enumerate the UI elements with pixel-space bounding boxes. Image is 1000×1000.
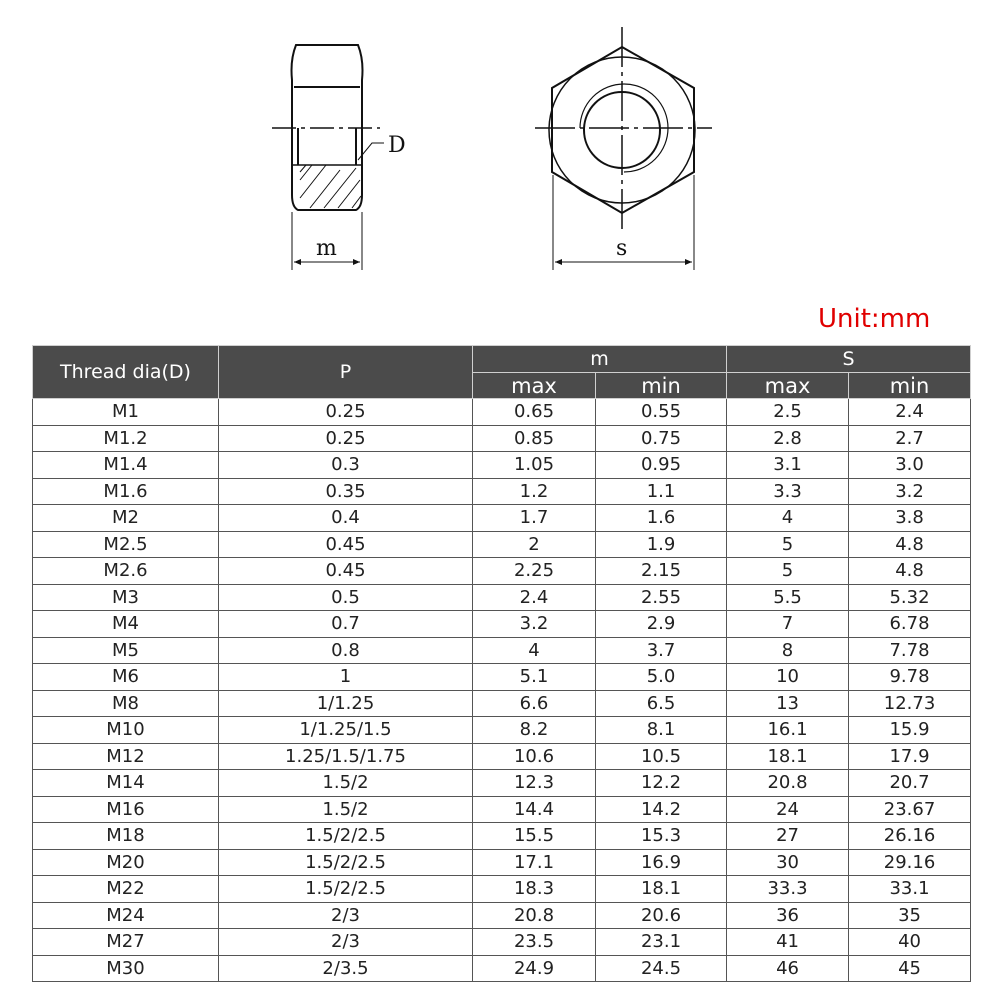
table-row (33, 531, 971, 558)
cell-p: 1.5/2/2.5 (219, 876, 473, 903)
label-s: s (616, 236, 628, 261)
cell-m-min: 6.5 (596, 690, 727, 717)
cell-m-min: 0.55 (596, 399, 727, 426)
cell-p: 0.25 (219, 425, 473, 452)
cell-p: 1/1.25 (219, 690, 473, 717)
cell-thread-dia: M1 (33, 399, 219, 426)
cell-s-max: 2.5 (727, 399, 849, 426)
cell-m-min: 2.15 (596, 558, 727, 585)
cell-p: 0.45 (219, 531, 473, 558)
cell-s-min: 20.7 (849, 770, 971, 797)
cell-s-max: 5 (727, 558, 849, 585)
cell-s-min: 3.0 (849, 452, 971, 479)
header-p: P (219, 346, 473, 399)
cell-thread-dia: M14 (33, 770, 219, 797)
cell-s-min: 17.9 (849, 743, 971, 770)
cell-m-min: 15.3 (596, 823, 727, 850)
cell-m-min: 0.95 (596, 452, 727, 479)
cell-s-max: 30 (727, 849, 849, 876)
cell-s-min: 15.9 (849, 717, 971, 744)
header-m-min: min (596, 373, 727, 399)
cell-p: 0.8 (219, 637, 473, 664)
cell-p: 0.25 (219, 399, 473, 426)
cell-thread-dia: M20 (33, 849, 219, 876)
cell-s-max: 5 (727, 531, 849, 558)
table-row (33, 690, 971, 717)
cell-m-min: 14.2 (596, 796, 727, 823)
cell-p: 1.25/1.5/1.75 (219, 743, 473, 770)
cell-m-max: 18.3 (473, 876, 596, 903)
table-row (33, 823, 971, 850)
cell-s-min: 3.8 (849, 505, 971, 532)
cell-p: 1.5/2 (219, 770, 473, 797)
cell-s-max: 3.1 (727, 452, 849, 479)
cell-p: 0.45 (219, 558, 473, 585)
cell-m-min: 24.5 (596, 955, 727, 982)
table-row (33, 796, 971, 823)
header-m-max: max (473, 373, 596, 399)
cell-s-min: 29.16 (849, 849, 971, 876)
cell-thread-dia: M27 (33, 929, 219, 956)
cell-thread-dia: M10 (33, 717, 219, 744)
cell-thread-dia: M6 (33, 664, 219, 691)
cell-m-max: 12.3 (473, 770, 596, 797)
table-row (33, 611, 971, 638)
cell-m-max: 1.2 (473, 478, 596, 505)
cell-thread-dia: M1.4 (33, 452, 219, 479)
cell-s-min: 2.4 (849, 399, 971, 426)
cell-thread-dia: M18 (33, 823, 219, 850)
cell-m-min: 12.2 (596, 770, 727, 797)
cell-s-max: 13 (727, 690, 849, 717)
cell-s-max: 36 (727, 902, 849, 929)
cell-p: 0.7 (219, 611, 473, 638)
cell-m-max: 8.2 (473, 717, 596, 744)
cell-thread-dia: M16 (33, 796, 219, 823)
cell-s-min: 35 (849, 902, 971, 929)
cell-m-max: 0.85 (473, 425, 596, 452)
cell-p: 0.5 (219, 584, 473, 611)
header-s: S (727, 346, 971, 373)
cell-m-max: 1.7 (473, 505, 596, 532)
cell-m-max: 14.4 (473, 796, 596, 823)
cell-p: 0.35 (219, 478, 473, 505)
cell-p: 2/3 (219, 929, 473, 956)
cell-m-max: 23.5 (473, 929, 596, 956)
cell-thread-dia: M4 (33, 611, 219, 638)
cell-thread-dia: M30 (33, 955, 219, 982)
cell-p: 1 (219, 664, 473, 691)
cell-s-min: 6.78 (849, 611, 971, 638)
cell-p: 1.5/2/2.5 (219, 849, 473, 876)
label-m: m (316, 236, 337, 261)
cell-s-max: 3.3 (727, 478, 849, 505)
cell-m-max: 6.6 (473, 690, 596, 717)
cell-thread-dia: M2.6 (33, 558, 219, 585)
cell-m-max: 4 (473, 637, 596, 664)
cell-m-min: 10.5 (596, 743, 727, 770)
header-s-min: min (849, 373, 971, 399)
table-row (33, 849, 971, 876)
cell-s-max: 27 (727, 823, 849, 850)
cell-s-min: 2.7 (849, 425, 971, 452)
hex-nut-dimensions-table (32, 345, 971, 982)
cell-s-max: 4 (727, 505, 849, 532)
cell-m-max: 24.9 (473, 955, 596, 982)
table-row (33, 664, 971, 691)
cell-p: 2/3 (219, 902, 473, 929)
cell-s-max: 20.8 (727, 770, 849, 797)
table-row (33, 902, 971, 929)
cell-m-min: 16.9 (596, 849, 727, 876)
cell-s-min: 4.8 (849, 531, 971, 558)
cell-thread-dia: M8 (33, 690, 219, 717)
cell-m-max: 10.6 (473, 743, 596, 770)
cell-s-max: 7 (727, 611, 849, 638)
cell-s-min: 23.67 (849, 796, 971, 823)
cell-m-min: 5.0 (596, 664, 727, 691)
cell-m-max: 2 (473, 531, 596, 558)
cell-s-max: 8 (727, 637, 849, 664)
header-s-max: max (727, 373, 849, 399)
cell-m-min: 8.1 (596, 717, 727, 744)
cell-s-max: 33.3 (727, 876, 849, 903)
cell-s-max: 18.1 (727, 743, 849, 770)
cell-thread-dia: M12 (33, 743, 219, 770)
table-row (33, 770, 971, 797)
cell-p: 1.5/2 (219, 796, 473, 823)
cell-m-min: 20.6 (596, 902, 727, 929)
cell-thread-dia: M2.5 (33, 531, 219, 558)
cell-s-min: 4.8 (849, 558, 971, 585)
cell-p: 1.5/2/2.5 (219, 823, 473, 850)
cell-thread-dia: M5 (33, 637, 219, 664)
label-D: D (388, 133, 406, 158)
table-row (33, 478, 971, 505)
table-row (33, 876, 971, 903)
cell-m-min: 1.9 (596, 531, 727, 558)
cell-m-max: 5.1 (473, 664, 596, 691)
cell-p: 0.3 (219, 452, 473, 479)
cell-s-min: 40 (849, 929, 971, 956)
table-row (33, 399, 971, 426)
cell-m-min: 0.75 (596, 425, 727, 452)
cell-m-min: 2.55 (596, 584, 727, 611)
cell-m-min: 18.1 (596, 876, 727, 903)
hex-nut-drawing (0, 0, 1000, 300)
cell-m-min: 3.7 (596, 637, 727, 664)
cell-m-max: 20.8 (473, 902, 596, 929)
cell-s-max: 16.1 (727, 717, 849, 744)
cell-m-max: 2.25 (473, 558, 596, 585)
cell-m-min: 1.6 (596, 505, 727, 532)
cell-s-min: 45 (849, 955, 971, 982)
cell-m-min: 1.1 (596, 478, 727, 505)
cell-m-max: 0.65 (473, 399, 596, 426)
cell-m-max: 1.05 (473, 452, 596, 479)
table-row (33, 584, 971, 611)
cell-m-min: 23.1 (596, 929, 727, 956)
cell-s-min: 3.2 (849, 478, 971, 505)
cell-s-max: 24 (727, 796, 849, 823)
cell-s-max: 41 (727, 929, 849, 956)
table-row (33, 637, 971, 664)
cell-s-max: 5.5 (727, 584, 849, 611)
cell-p: 0.4 (219, 505, 473, 532)
cell-thread-dia: M22 (33, 876, 219, 903)
cell-s-min: 7.78 (849, 637, 971, 664)
cell-thread-dia: M3 (33, 584, 219, 611)
cell-s-min: 26.16 (849, 823, 971, 850)
cell-s-max: 2.8 (727, 425, 849, 452)
cell-s-min: 9.78 (849, 664, 971, 691)
top-view (535, 27, 712, 270)
cell-m-max: 2.4 (473, 584, 596, 611)
table-row (33, 955, 971, 982)
cell-m-max: 3.2 (473, 611, 596, 638)
cell-s-min: 12.73 (849, 690, 971, 717)
table-row (33, 505, 971, 532)
table-row (33, 452, 971, 479)
cell-p: 2/3.5 (219, 955, 473, 982)
table-row (33, 717, 971, 744)
header-m: m (473, 346, 727, 373)
cell-s-min: 33.1 (849, 876, 971, 903)
cell-m-max: 15.5 (473, 823, 596, 850)
table-row (33, 743, 971, 770)
cell-s-max: 46 (727, 955, 849, 982)
cell-s-min: 5.32 (849, 584, 971, 611)
cell-thread-dia: M24 (33, 902, 219, 929)
cell-m-min: 2.9 (596, 611, 727, 638)
cell-p: 1/1.25/1.5 (219, 717, 473, 744)
cell-thread-dia: M2 (33, 505, 219, 532)
cell-m-max: 17.1 (473, 849, 596, 876)
cell-thread-dia: M1.6 (33, 478, 219, 505)
table-row (33, 929, 971, 956)
table-row (33, 425, 971, 452)
cell-thread-dia: M1.2 (33, 425, 219, 452)
table-row (33, 558, 971, 585)
unit-label: Unit:mm (818, 304, 931, 334)
header-thread-dia: Thread dia(D) (33, 346, 219, 399)
cell-s-max: 10 (727, 664, 849, 691)
